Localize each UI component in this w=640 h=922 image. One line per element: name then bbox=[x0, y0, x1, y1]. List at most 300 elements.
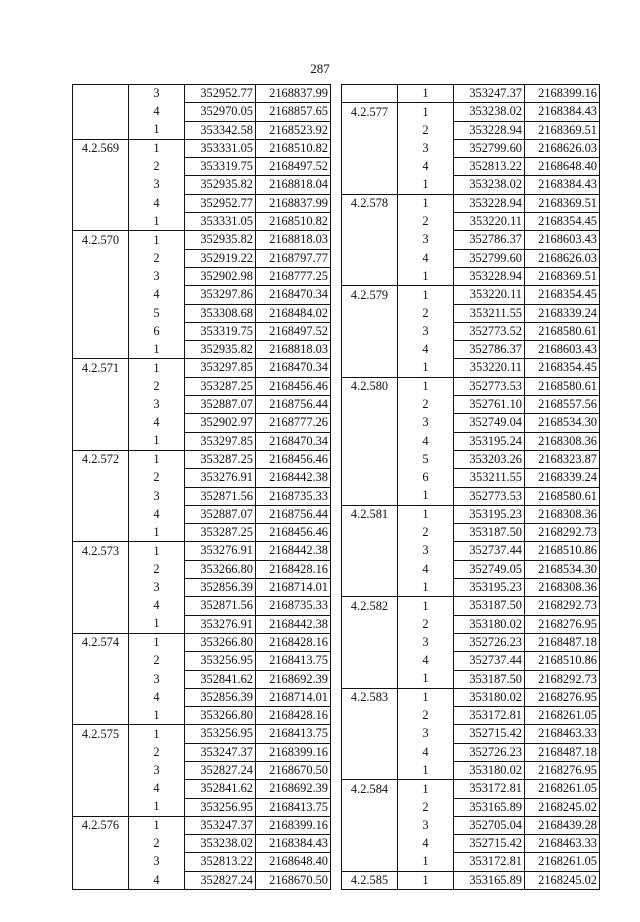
x-coordinate-cell: 352773.53 bbox=[454, 377, 525, 395]
parcel-id-cell bbox=[342, 341, 398, 359]
point-number-cell: 1 bbox=[398, 286, 454, 304]
x-coordinate-cell: 353297.85 bbox=[185, 432, 256, 450]
point-number-cell: 4 bbox=[153, 104, 160, 119]
parcel-id-cell bbox=[73, 615, 129, 633]
x-coordinate-cell: 352737.44 bbox=[454, 542, 525, 560]
point-number-cell: 4 bbox=[422, 433, 429, 448]
x-coordinate-cell: 353195.23 bbox=[454, 579, 525, 597]
coordinates-table-right bbox=[341, 84, 600, 890]
table-row bbox=[73, 414, 331, 432]
table-row bbox=[73, 450, 331, 468]
parcel-id-cell bbox=[342, 121, 398, 139]
y-coordinate-cell: 2168261.05 bbox=[525, 780, 600, 798]
parcel-id-cell bbox=[73, 286, 129, 304]
x-coordinate-cell: 353172.81 bbox=[454, 780, 525, 798]
table-row bbox=[342, 396, 600, 414]
parcel-id-cell bbox=[342, 615, 398, 633]
y-coordinate-cell: 2168456.46 bbox=[256, 377, 331, 395]
x-coordinate-cell: 353247.37 bbox=[185, 816, 256, 834]
y-coordinate-cell: 2168510.82 bbox=[256, 213, 331, 231]
y-coordinate-cell: 2168626.03 bbox=[525, 249, 600, 267]
point-number-cell: 1 bbox=[398, 597, 454, 615]
table-row bbox=[73, 579, 331, 597]
x-coordinate-cell: 353256.95 bbox=[185, 725, 256, 743]
y-coordinate-cell: 2168413.75 bbox=[256, 798, 331, 816]
parcel-id-cell bbox=[342, 835, 398, 853]
parcel-id-cell bbox=[342, 798, 398, 816]
x-coordinate-cell: 353195.23 bbox=[454, 505, 525, 523]
parcel-id-cell bbox=[342, 231, 398, 249]
y-coordinate-cell: 2168484.02 bbox=[256, 304, 331, 322]
point-number-cell: 3 bbox=[153, 854, 160, 869]
point-number-cell: 1 bbox=[129, 542, 185, 560]
x-coordinate-cell: 353256.95 bbox=[185, 652, 256, 670]
table-row bbox=[73, 560, 331, 578]
y-coordinate-cell: 2168497.52 bbox=[256, 322, 331, 340]
x-coordinate-cell: 353220.11 bbox=[454, 213, 525, 231]
y-coordinate-cell: 2168456.46 bbox=[256, 450, 331, 468]
x-coordinate-cell: 352935.82 bbox=[185, 231, 256, 249]
parcel-id-cell bbox=[342, 432, 398, 450]
parcel-id-cell bbox=[342, 450, 398, 468]
table-row bbox=[73, 267, 331, 285]
x-coordinate-cell: 353211.55 bbox=[454, 304, 525, 322]
parcel-id-cell bbox=[73, 322, 129, 340]
parcel-id-cell: 4.2.581 bbox=[342, 505, 398, 523]
x-coordinate-cell: 353266.80 bbox=[185, 633, 256, 651]
x-coordinate-cell: 353276.91 bbox=[185, 615, 256, 633]
y-coordinate-cell: 2168292.73 bbox=[525, 597, 600, 615]
x-coordinate-cell: 353319.75 bbox=[185, 322, 256, 340]
y-coordinate-cell: 2168276.95 bbox=[525, 615, 600, 633]
table-row bbox=[73, 853, 331, 871]
point-number-cell: 1 bbox=[153, 433, 160, 448]
y-coordinate-cell: 2168339.24 bbox=[525, 304, 600, 322]
table-row bbox=[73, 670, 331, 688]
parcel-id-cell bbox=[73, 213, 129, 231]
table-row bbox=[342, 652, 600, 670]
table-row bbox=[342, 835, 600, 853]
x-coordinate-cell: 353266.80 bbox=[185, 560, 256, 578]
x-coordinate-cell: 352952.77 bbox=[185, 85, 256, 103]
point-number-cell: 1 bbox=[422, 268, 429, 283]
y-coordinate-cell: 2168308.36 bbox=[525, 505, 600, 523]
x-coordinate-cell: 353172.81 bbox=[454, 853, 525, 871]
point-number-cell: 4 bbox=[422, 653, 429, 668]
table-row bbox=[73, 249, 331, 267]
point-number-cell: 1 bbox=[129, 231, 185, 249]
parcel-id-cell bbox=[342, 670, 398, 688]
table-row bbox=[342, 267, 600, 285]
point-number-cell: 3 bbox=[153, 397, 160, 412]
y-coordinate-cell: 2168245.02 bbox=[525, 871, 600, 889]
table-row bbox=[73, 505, 331, 523]
x-coordinate-cell: 352705.04 bbox=[454, 816, 525, 834]
parcel-id-cell bbox=[73, 194, 129, 212]
y-coordinate-cell: 2168292.73 bbox=[525, 524, 600, 542]
y-coordinate-cell: 2168692.39 bbox=[256, 670, 331, 688]
x-coordinate-cell: 352841.62 bbox=[185, 670, 256, 688]
y-coordinate-cell: 2168648.40 bbox=[256, 853, 331, 871]
y-coordinate-cell: 2168261.05 bbox=[525, 853, 600, 871]
point-number-cell: 2 bbox=[153, 250, 160, 265]
point-number-cell: 1 bbox=[398, 103, 454, 121]
x-coordinate-cell: 353187.50 bbox=[454, 670, 525, 688]
table-row bbox=[342, 597, 600, 615]
parcel-id-cell bbox=[73, 505, 129, 523]
parcel-id-cell bbox=[342, 267, 398, 285]
x-coordinate-cell: 352970.05 bbox=[185, 103, 256, 121]
point-number-cell: 5 bbox=[422, 451, 429, 466]
parcel-id-cell: 4.2.570 bbox=[73, 231, 129, 249]
x-coordinate-cell: 352841.62 bbox=[185, 780, 256, 798]
y-coordinate-cell: 2168818.04 bbox=[256, 176, 331, 194]
y-coordinate-cell: 2168456.46 bbox=[256, 524, 331, 542]
parcel-id-cell: 4.2.578 bbox=[342, 194, 398, 212]
table-row bbox=[342, 139, 600, 157]
table-row bbox=[342, 853, 600, 871]
point-number-cell: 4 bbox=[422, 342, 429, 357]
parcel-id-cell bbox=[342, 304, 398, 322]
table-row bbox=[342, 780, 600, 798]
point-number-cell: 3 bbox=[422, 634, 429, 649]
table-row bbox=[73, 322, 331, 340]
point-number-cell: 2 bbox=[153, 561, 160, 576]
table-row bbox=[342, 524, 600, 542]
table-row bbox=[73, 103, 331, 121]
point-number-cell: 4 bbox=[422, 159, 429, 174]
table-row bbox=[73, 158, 331, 176]
point-number-cell: 1 bbox=[153, 213, 160, 228]
table-row bbox=[73, 707, 331, 725]
x-coordinate-cell: 353195.24 bbox=[454, 432, 525, 450]
table-row bbox=[73, 780, 331, 798]
y-coordinate-cell: 2168439.28 bbox=[525, 816, 600, 834]
y-coordinate-cell: 2168463.33 bbox=[525, 835, 600, 853]
y-coordinate-cell: 2168470.34 bbox=[256, 359, 331, 377]
y-coordinate-cell: 2168442.38 bbox=[256, 542, 331, 560]
x-coordinate-cell: 352827.24 bbox=[185, 871, 256, 889]
parcel-id-cell: 4.2.577 bbox=[342, 103, 398, 121]
parcel-id-cell: 4.2.576 bbox=[73, 816, 129, 834]
parcel-id-cell bbox=[73, 469, 129, 487]
parcel-id-cell bbox=[342, 249, 398, 267]
table-row bbox=[342, 688, 600, 706]
parcel-id-cell: 4.2.571 bbox=[73, 359, 129, 377]
point-number-cell: 2 bbox=[422, 305, 429, 320]
y-coordinate-cell: 2168384.43 bbox=[525, 176, 600, 194]
table-row bbox=[73, 359, 331, 377]
y-coordinate-cell: 2168442.38 bbox=[256, 615, 331, 633]
table-row bbox=[73, 487, 331, 505]
point-number-cell: 2 bbox=[422, 122, 429, 137]
table-row bbox=[73, 633, 331, 651]
table-row bbox=[73, 871, 331, 889]
parcel-id-cell bbox=[342, 542, 398, 560]
table-row bbox=[73, 524, 331, 542]
x-coordinate-cell: 353172.81 bbox=[454, 707, 525, 725]
point-number-cell: 1 bbox=[422, 854, 429, 869]
point-number-cell: 2 bbox=[153, 470, 160, 485]
parcel-id-cell bbox=[73, 249, 129, 267]
point-number-cell: 1 bbox=[398, 780, 454, 798]
y-coordinate-cell: 2168399.16 bbox=[256, 816, 331, 834]
parcel-id-cell: 4.2.569 bbox=[73, 139, 129, 157]
table-row bbox=[73, 469, 331, 487]
parcel-id-cell: 4.2.575 bbox=[73, 725, 129, 743]
x-coordinate-cell: 352827.24 bbox=[185, 761, 256, 779]
x-coordinate-cell: 353256.95 bbox=[185, 798, 256, 816]
y-coordinate-cell: 2168603.43 bbox=[525, 231, 600, 249]
parcel-id-cell bbox=[73, 579, 129, 597]
table-row bbox=[342, 725, 600, 743]
parcel-id-cell: 4.2.579 bbox=[342, 286, 398, 304]
parcel-id-cell bbox=[73, 487, 129, 505]
parcel-id-cell bbox=[73, 597, 129, 615]
y-coordinate-cell: 2168510.86 bbox=[525, 542, 600, 560]
y-coordinate-cell: 2168413.75 bbox=[256, 652, 331, 670]
point-number-cell: 1 bbox=[422, 671, 429, 686]
parcel-id-cell: 4.2.585 bbox=[342, 871, 398, 889]
table-row bbox=[73, 213, 331, 231]
y-coordinate-cell: 2168369.51 bbox=[525, 121, 600, 139]
point-number-cell: 2 bbox=[422, 397, 429, 412]
y-coordinate-cell: 2168510.86 bbox=[525, 652, 600, 670]
table-row bbox=[73, 304, 331, 322]
x-coordinate-cell: 353220.11 bbox=[454, 286, 525, 304]
point-number-cell: 6 bbox=[422, 470, 429, 485]
point-number-cell: 2 bbox=[422, 799, 429, 814]
table-row bbox=[342, 670, 600, 688]
table-row bbox=[73, 396, 331, 414]
table-row bbox=[342, 450, 600, 468]
point-number-cell: 3 bbox=[422, 232, 429, 247]
point-number-cell: 3 bbox=[422, 323, 429, 338]
table-row bbox=[342, 103, 600, 121]
x-coordinate-cell: 353287.25 bbox=[185, 524, 256, 542]
x-coordinate-cell: 353297.86 bbox=[185, 286, 256, 304]
point-number-cell: 1 bbox=[153, 122, 160, 137]
parcel-id-cell bbox=[73, 707, 129, 725]
parcel-id-cell bbox=[73, 432, 129, 450]
table-row bbox=[342, 359, 600, 377]
parcel-id-cell: 4.2.584 bbox=[342, 780, 398, 798]
parcel-id-cell bbox=[342, 524, 398, 542]
table-row bbox=[342, 85, 600, 103]
table-row bbox=[342, 322, 600, 340]
x-coordinate-cell: 353211.55 bbox=[454, 469, 525, 487]
y-coordinate-cell: 2168714.01 bbox=[256, 579, 331, 597]
point-number-cell: 4 bbox=[422, 250, 429, 265]
parcel-id-cell bbox=[342, 139, 398, 157]
parcel-id-cell: 4.2.572 bbox=[73, 450, 129, 468]
table-row bbox=[342, 469, 600, 487]
point-number-cell: 2 bbox=[422, 525, 429, 540]
x-coordinate-cell: 353165.89 bbox=[454, 798, 525, 816]
parcel-id-cell: 4.2.582 bbox=[342, 597, 398, 615]
parcel-id-cell bbox=[342, 853, 398, 871]
table-row bbox=[73, 176, 331, 194]
parcel-id-cell bbox=[342, 85, 398, 103]
point-number-cell: 4 bbox=[422, 836, 429, 851]
table-row bbox=[73, 194, 331, 212]
parcel-id-cell bbox=[342, 560, 398, 578]
x-coordinate-cell: 353276.91 bbox=[185, 542, 256, 560]
x-coordinate-cell: 352715.42 bbox=[454, 835, 525, 853]
table-row bbox=[342, 798, 600, 816]
parcel-id-cell bbox=[73, 304, 129, 322]
table-row bbox=[73, 652, 331, 670]
y-coordinate-cell: 2168292.73 bbox=[525, 670, 600, 688]
y-coordinate-cell: 2168463.33 bbox=[525, 725, 600, 743]
parcel-id-cell bbox=[73, 670, 129, 688]
y-coordinate-cell: 2168735.33 bbox=[256, 487, 331, 505]
x-coordinate-cell: 353187.50 bbox=[454, 524, 525, 542]
x-coordinate-cell: 353331.05 bbox=[185, 139, 256, 157]
table-row bbox=[342, 432, 600, 450]
x-coordinate-cell: 352799.60 bbox=[454, 249, 525, 267]
x-coordinate-cell: 353228.94 bbox=[454, 194, 525, 212]
table-row bbox=[342, 579, 600, 597]
parcel-id-cell bbox=[342, 487, 398, 505]
x-coordinate-cell: 352726.23 bbox=[454, 743, 525, 761]
table-row bbox=[342, 286, 600, 304]
x-coordinate-cell: 352773.53 bbox=[454, 487, 525, 505]
parcel-id-cell bbox=[342, 761, 398, 779]
point-number-cell: 1 bbox=[153, 524, 160, 539]
table-row bbox=[342, 194, 600, 212]
point-number-cell: 2 bbox=[422, 708, 429, 723]
table-row bbox=[342, 871, 600, 889]
y-coordinate-cell: 2168580.61 bbox=[525, 487, 600, 505]
table-row bbox=[342, 542, 600, 560]
table-row bbox=[73, 615, 331, 633]
table-row bbox=[73, 121, 331, 139]
x-coordinate-cell: 352813.22 bbox=[454, 158, 525, 176]
x-coordinate-cell: 353238.02 bbox=[454, 103, 525, 121]
point-number-cell: 1 bbox=[153, 341, 160, 356]
x-coordinate-cell: 353238.02 bbox=[185, 835, 256, 853]
parcel-id-cell bbox=[73, 121, 129, 139]
table-row bbox=[342, 743, 600, 761]
x-coordinate-cell: 353187.50 bbox=[454, 597, 525, 615]
parcel-id-cell bbox=[342, 213, 398, 231]
table-row bbox=[73, 542, 331, 560]
x-coordinate-cell: 352902.97 bbox=[185, 414, 256, 432]
parcel-id-cell: 4.2.573 bbox=[73, 542, 129, 560]
x-coordinate-cell: 353238.02 bbox=[454, 176, 525, 194]
y-coordinate-cell: 2168413.75 bbox=[256, 725, 331, 743]
x-coordinate-cell: 353228.94 bbox=[454, 267, 525, 285]
point-number-cell: 1 bbox=[129, 816, 185, 834]
parcel-id-cell bbox=[342, 176, 398, 194]
table-row bbox=[342, 213, 600, 231]
x-coordinate-cell: 352799.60 bbox=[454, 139, 525, 157]
y-coordinate-cell: 2168837.99 bbox=[256, 194, 331, 212]
point-number-cell: 4 bbox=[153, 781, 160, 796]
x-coordinate-cell: 353247.37 bbox=[185, 743, 256, 761]
point-number-cell: 1 bbox=[398, 688, 454, 706]
point-number-cell: 5 bbox=[153, 305, 160, 320]
x-coordinate-cell: 352902.98 bbox=[185, 267, 256, 285]
x-coordinate-cell: 353220.11 bbox=[454, 359, 525, 377]
y-coordinate-cell: 2168497.52 bbox=[256, 158, 331, 176]
y-coordinate-cell: 2168777.25 bbox=[256, 267, 331, 285]
table-row bbox=[342, 615, 600, 633]
x-coordinate-cell: 352773.52 bbox=[454, 322, 525, 340]
point-number-cell: 3 bbox=[422, 543, 429, 558]
table-row bbox=[342, 249, 600, 267]
x-coordinate-cell: 352761.10 bbox=[454, 396, 525, 414]
y-coordinate-cell: 2168756.44 bbox=[256, 505, 331, 523]
y-coordinate-cell: 2168470.34 bbox=[256, 432, 331, 450]
x-coordinate-cell: 352726.23 bbox=[454, 633, 525, 651]
table-row bbox=[73, 761, 331, 779]
y-coordinate-cell: 2168735.33 bbox=[256, 597, 331, 615]
parcel-id-cell bbox=[73, 341, 129, 359]
table-row bbox=[342, 633, 600, 651]
x-coordinate-cell: 352786.37 bbox=[454, 341, 525, 359]
x-coordinate-cell: 352887.07 bbox=[185, 396, 256, 414]
y-coordinate-cell: 2168261.05 bbox=[525, 707, 600, 725]
table-row bbox=[342, 158, 600, 176]
y-coordinate-cell: 2168580.61 bbox=[525, 377, 600, 395]
point-number-cell: 1 bbox=[153, 799, 160, 814]
x-coordinate-cell: 353228.94 bbox=[454, 121, 525, 139]
parcel-id-cell bbox=[73, 414, 129, 432]
point-number-cell: 1 bbox=[422, 762, 429, 777]
point-number-cell: 4 bbox=[153, 287, 160, 302]
point-number-cell: 3 bbox=[153, 488, 160, 503]
y-coordinate-cell: 2168399.16 bbox=[256, 743, 331, 761]
x-coordinate-cell: 352856.39 bbox=[185, 579, 256, 597]
table-row bbox=[73, 432, 331, 450]
point-number-cell: 3 bbox=[422, 817, 429, 832]
point-number-cell: 3 bbox=[129, 85, 185, 103]
y-coordinate-cell: 2168487.18 bbox=[525, 633, 600, 651]
x-coordinate-cell: 352887.07 bbox=[185, 505, 256, 523]
y-coordinate-cell: 2168442.38 bbox=[256, 469, 331, 487]
x-coordinate-cell: 352919.22 bbox=[185, 249, 256, 267]
point-number-cell: 1 bbox=[129, 633, 185, 651]
point-number-cell: 1 bbox=[129, 450, 185, 468]
page-number: 287 bbox=[310, 61, 330, 76]
y-coordinate-cell: 2168487.18 bbox=[525, 743, 600, 761]
point-number-cell: 6 bbox=[153, 323, 160, 338]
point-number-cell: 1 bbox=[153, 707, 160, 722]
point-number-cell: 1 bbox=[153, 616, 160, 631]
table-row bbox=[342, 377, 600, 395]
x-coordinate-cell: 353276.91 bbox=[185, 469, 256, 487]
table-row bbox=[73, 597, 331, 615]
point-number-cell: 1 bbox=[398, 377, 454, 395]
table-row bbox=[342, 121, 600, 139]
x-coordinate-cell: 353308.68 bbox=[185, 304, 256, 322]
x-coordinate-cell: 353165.89 bbox=[454, 871, 525, 889]
parcel-id-cell: 4.2.580 bbox=[342, 377, 398, 395]
y-coordinate-cell: 2168837.99 bbox=[256, 85, 331, 103]
parcel-id-cell bbox=[73, 85, 129, 103]
y-coordinate-cell: 2168369.51 bbox=[525, 194, 600, 212]
y-coordinate-cell: 2168857.65 bbox=[256, 103, 331, 121]
x-coordinate-cell: 353266.80 bbox=[185, 707, 256, 725]
x-coordinate-cell: 352871.56 bbox=[185, 487, 256, 505]
y-coordinate-cell: 2168523.92 bbox=[256, 121, 331, 139]
point-number-cell: 2 bbox=[153, 159, 160, 174]
parcel-id-cell bbox=[342, 816, 398, 834]
y-coordinate-cell: 2168428.16 bbox=[256, 560, 331, 578]
parcel-id-cell bbox=[73, 560, 129, 578]
